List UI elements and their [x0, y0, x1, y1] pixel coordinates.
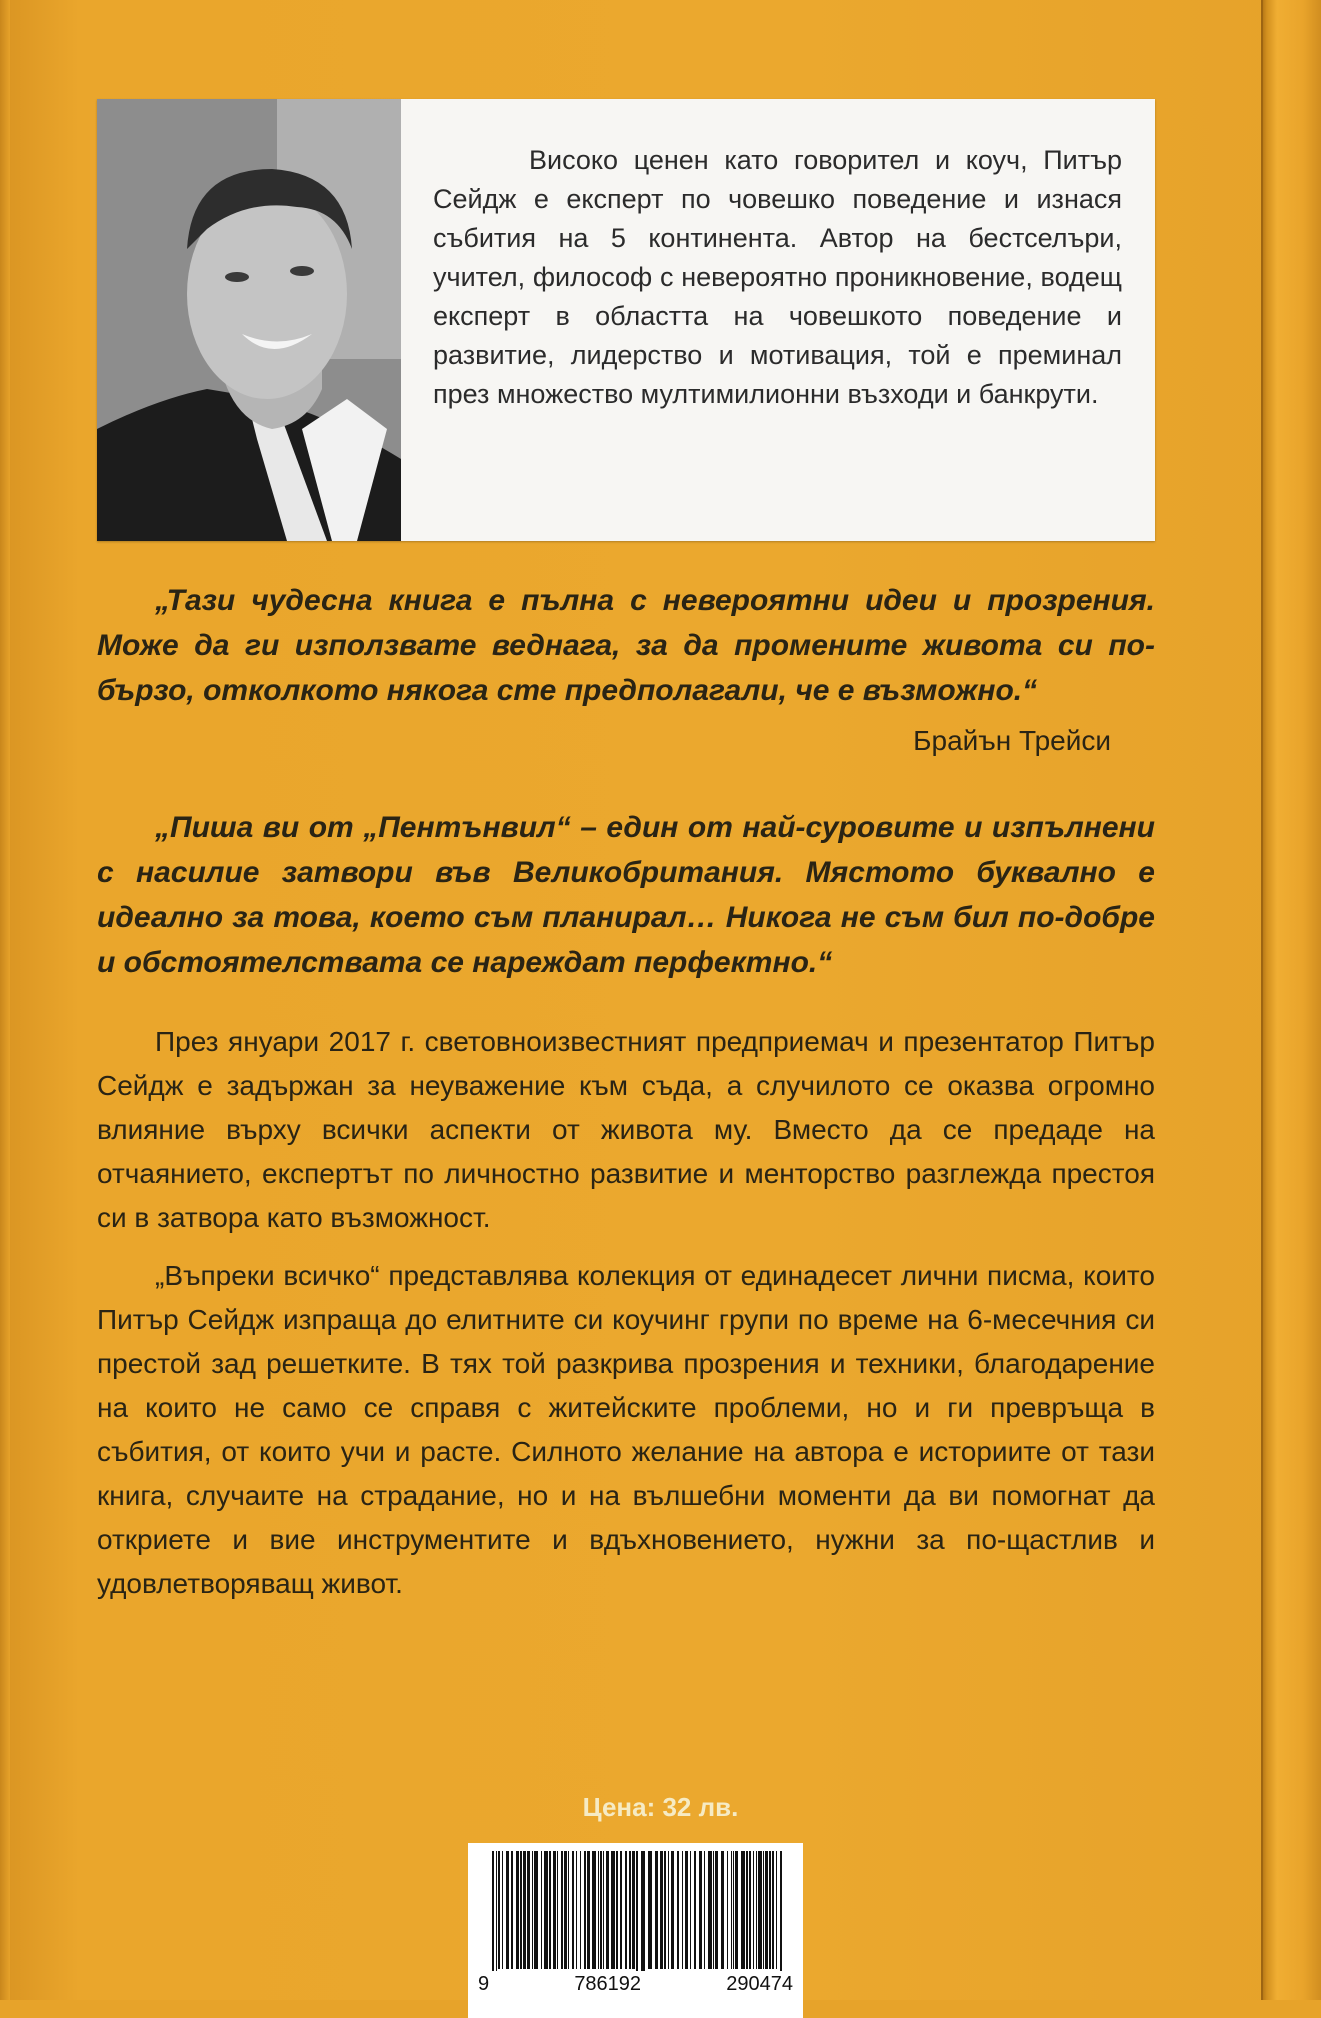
barcode-bar	[708, 1851, 712, 1969]
barcode-bar	[603, 1851, 604, 1969]
barcode-bar	[561, 1851, 563, 1969]
barcode-bar	[671, 1851, 674, 1969]
barcode-bar	[532, 1851, 533, 1969]
barcode-bar	[763, 1851, 764, 1969]
barcode-bar	[655, 1851, 658, 1969]
barcode-bar	[636, 1851, 638, 1971]
barcode-bar	[492, 1851, 494, 1971]
barcode-bar	[769, 1851, 771, 1969]
barcode-bar	[704, 1851, 705, 1969]
barcode-bar	[553, 1851, 556, 1969]
barcode-bar	[611, 1851, 615, 1969]
cover-spine-edge	[1261, 0, 1321, 2000]
quote-tracy-text: „Тази чудесна книга е пълна с невероятни идеи и прозрения. Може да ги използвате веднага, за да промените живота си по-бързо, отколкото някога сте предполагали, че е възможно.“	[97, 584, 1155, 707]
barcode-bar	[606, 1851, 609, 1969]
barcode-bar	[516, 1851, 519, 1969]
barcode-bar	[660, 1851, 663, 1969]
barcode-bar	[758, 1851, 762, 1969]
barcode-bar	[629, 1851, 631, 1969]
barcode-bar	[520, 1851, 522, 1969]
barcode-bar	[664, 1851, 666, 1969]
description-paragraph-1-text: През януари 2017 г. световноизвестният предприемач и презентатор Питър Сейдж е задържан за неуважение към съда, а случилото се оказва огромно влияние върху всички аспекти от живота му. Вместо да се предаде на отчаянието, експертът по личностно развитие и менторство разглежда престоя си в затвора като възможност.	[97, 1026, 1155, 1233]
barcode-bar	[715, 1851, 718, 1969]
barcode-bar	[713, 1851, 714, 1969]
barcode-bar	[568, 1851, 569, 1969]
price-label: Цена: 32 лв.	[582, 1792, 739, 1822]
cover-left-edge	[0, 0, 10, 2000]
author-info-box	[97, 99, 1155, 541]
description-paragraph-1	[97, 1020, 1155, 1240]
barcode-bar	[576, 1851, 577, 1969]
barcode-bar	[780, 1851, 782, 1971]
barcode-bar	[772, 1851, 774, 1969]
barcode-bar	[592, 1851, 596, 1969]
barcode-bar	[641, 1851, 645, 1971]
barcode-bar	[620, 1851, 622, 1969]
barcode-bar	[557, 1851, 558, 1969]
quote-pentonville-text: „Пиша ви от „Пентънвил“ – един от най-суровите и изпълнени с насилие затвори във Великобритания. Мястото буквално е идеално за това, което съм планирал… Никога не съм бил по-добре и обстоятелствата се нареждат перфектно.“	[97, 811, 1155, 979]
barcode-bar	[584, 1851, 586, 1969]
barcode-bar	[549, 1851, 551, 1969]
barcode-bar	[632, 1851, 635, 1969]
quote-pentonville	[97, 805, 1155, 985]
barcode-bar	[685, 1851, 688, 1969]
barcode-bar	[677, 1851, 679, 1969]
barcode-bar	[668, 1851, 669, 1969]
barcode-bar	[564, 1851, 567, 1969]
barcode-number	[478, 1973, 793, 1996]
barcode-bar	[587, 1851, 590, 1969]
barcode-bar	[502, 1851, 503, 1969]
barcode-bar	[648, 1851, 652, 1969]
barcode-bar	[580, 1851, 581, 1969]
author-bio-text: Високо ценен като говорител и коуч, Питър Сейдж е експерт по човешко поведение и изнася събития на 5 континента. Автор на бестселъри, учител, философ с невероятно проникновение, водещ експерт в областта на човешкото поведение и развитие, лидерство и мотивация, той е преминал през множество мултимилионни възходи и банкрути.	[433, 145, 1122, 409]
barcode-bar	[541, 1851, 542, 1969]
barcode-bar	[496, 1851, 497, 1971]
barcode-bar	[534, 1851, 538, 1969]
barcode-digit-lead: 9	[478, 1973, 490, 1995]
barcode-bar	[523, 1851, 526, 1969]
description-paragraph-2	[97, 1254, 1155, 1606]
quote-tracy	[97, 578, 1155, 713]
barcode-digits-right: 290474	[726, 1973, 793, 1995]
barcode-bar	[741, 1851, 745, 1969]
barcode-bar	[749, 1851, 751, 1969]
barcode-bar	[733, 1851, 734, 1969]
barcode-bar	[506, 1851, 509, 1969]
barcode-bar	[682, 1851, 683, 1969]
author-bio	[433, 141, 1122, 414]
barcode-bar	[600, 1851, 602, 1969]
author-photo	[97, 99, 401, 541]
barcode-bar	[527, 1851, 530, 1969]
quote-tracy-author: Брайън Трейси	[913, 725, 1111, 756]
isbn-barcode	[468, 1843, 803, 2018]
barcode-bar	[544, 1851, 548, 1969]
barcode-bar	[746, 1851, 748, 1969]
barcode-bar	[694, 1851, 696, 1969]
barcode-bar	[690, 1851, 691, 1969]
barcode-digits-left: 786192	[574, 1973, 642, 1995]
barcode-bar	[776, 1851, 777, 1969]
barcode-bar	[572, 1851, 574, 1969]
barcode-bar	[511, 1851, 513, 1969]
barcode-bar	[727, 1851, 728, 1969]
barcode-bar	[625, 1851, 627, 1969]
barcode-bar	[735, 1851, 738, 1969]
description-paragraph-2-text: „Въпреки всичко“ представлява колекция от единадесет лични писма, които Питър Сейдж изпраща до елитните си коучинг групи по време на 6-месечния си престой зад решетките. В тях той разкрива прозрения и техники, благодарение на които не само се справя с житейските проблеми, но и ги превръща в събития, от които учи и расте. Силното желание на автора е историите от тази книга, случаите на страдание, но и на вълшебни моменти да ви помогнат да откриете и вие инструментите и вдъхновението, нужни за по-щастлив и удовлетворяващ живот.	[97, 1260, 1155, 1599]
barcode-bar	[616, 1851, 618, 1969]
barcode-bar	[765, 1851, 768, 1969]
barcode-bar	[598, 1851, 599, 1969]
barcode-bar	[498, 1851, 500, 1969]
barcode-bars	[478, 1851, 793, 1971]
barcode-bar	[753, 1851, 754, 1969]
barcode-bar	[756, 1851, 757, 1969]
barcode-bar	[731, 1851, 732, 1969]
barcode-bar	[721, 1851, 724, 1969]
barcode-bar	[699, 1851, 702, 1969]
